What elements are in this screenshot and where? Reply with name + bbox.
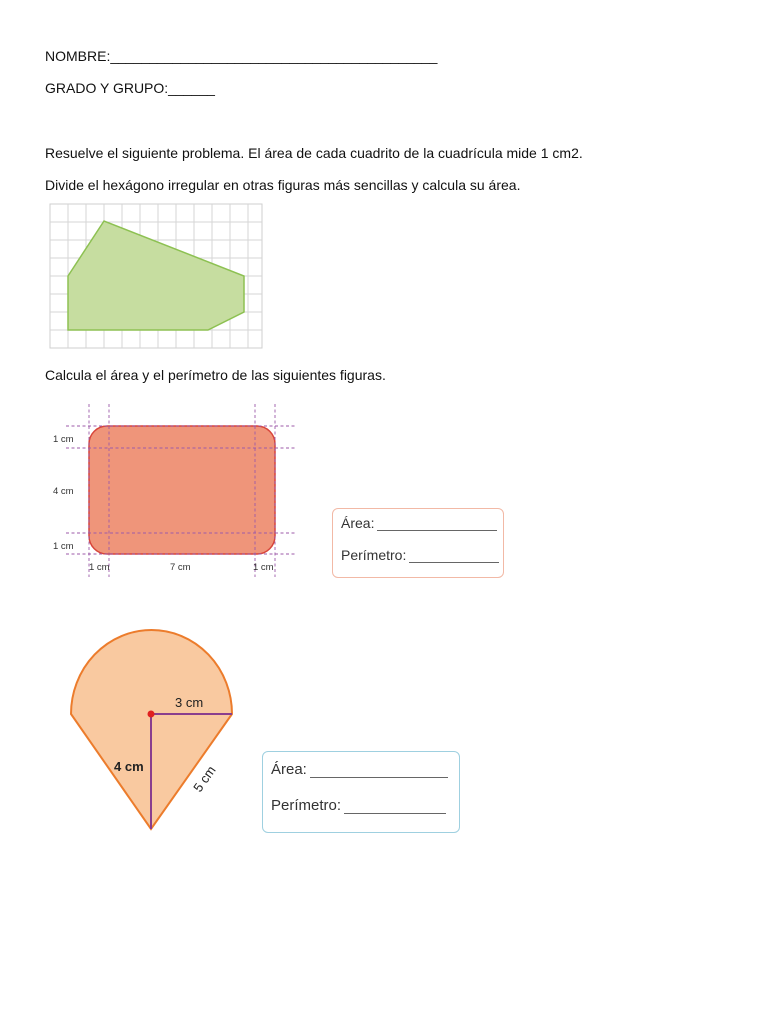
area-blank[interactable]: [310, 776, 448, 778]
grade-group-line[interactable]: GRADO Y GRUPO:______: [45, 80, 215, 96]
rounded-rectangle: [89, 426, 275, 554]
perimeter-answer-row[interactable]: [341, 547, 499, 563]
perimeter-label: Perímetro:: [271, 797, 342, 814]
instruction-problem: Resuelve el siguiente problema. El área de cada cuadrito de la cuadrícula mide 1 cm2.: [45, 145, 583, 161]
rounded-rectangle-figure: [53, 404, 296, 577]
label-bottom-height: 1 cm: [53, 541, 74, 552]
answer-box-semicircle: [262, 751, 460, 833]
perimeter-blank[interactable]: [409, 561, 499, 563]
perimeter-blank[interactable]: [344, 812, 446, 814]
perimeter-answer-row[interactable]: [271, 797, 446, 814]
height-label: 4 cm: [114, 759, 144, 774]
radius-label: 3 cm: [175, 695, 204, 710]
answer-box-rectangle: [332, 508, 504, 578]
instruction-area-perimeter: Calcula el área y el perímetro de las siguientes figuras.: [45, 367, 386, 383]
perimeter-label: Perímetro:: [341, 547, 407, 563]
area-label: Área:: [341, 515, 375, 531]
label-center-width: 7 cm: [170, 562, 191, 573]
label-top-height: 1 cm: [53, 434, 74, 445]
area-blank[interactable]: [377, 529, 497, 531]
area-answer-row[interactable]: [271, 761, 448, 778]
semicircle-triangle-figure: [71, 630, 232, 829]
side-label: 5 cm: [190, 763, 219, 795]
area-label: Área:: [271, 761, 307, 778]
center-dot: [148, 711, 155, 718]
grid-figure: [50, 204, 262, 348]
area-answer-row[interactable]: [341, 515, 497, 531]
label-middle-height: 4 cm: [53, 486, 74, 497]
name-line[interactable]: NOMBRE:__________________________________________: [45, 48, 438, 64]
instruction-hexagon: Divide el hexágono irregular en otras figuras más sencillas y calcula su área.: [45, 177, 521, 193]
label-right-width: 1 cm: [253, 562, 274, 573]
label-left-width: 1 cm: [89, 562, 110, 573]
